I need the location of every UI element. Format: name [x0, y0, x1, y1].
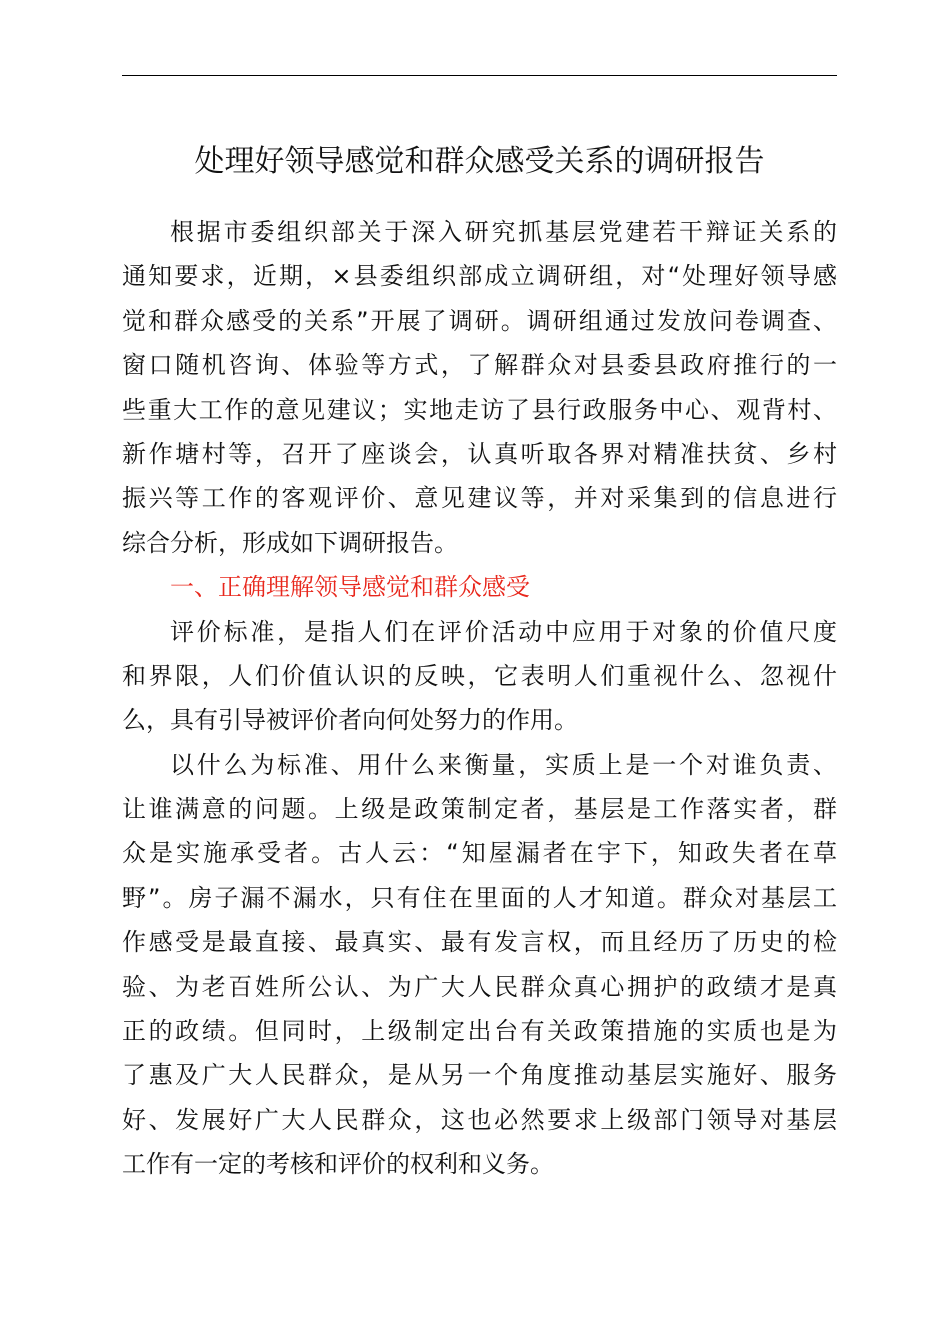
text-line: 窗口随机咨询、体验等方式，了解群众对县委县政府推行的一 — [122, 351, 837, 380]
text-line: 了惠及广大人民群众，是从另一个角度推动基层实施好、服务 — [122, 1061, 837, 1090]
section-heading — [122, 565, 837, 609]
text-line: 作感受是最直接、最真实、最有发言权，而且经历了历史的检 — [122, 928, 837, 957]
text-line: 新作塘村等，召开了座谈会，认真听取各界对精准扶贫、乡村 — [122, 439, 837, 468]
document-body — [122, 210, 837, 1187]
text-line: 通知要求，近期，×县委组织部成立调研组，对“处理好领导感 — [122, 262, 837, 291]
text-line: 验、为老百姓所公认、为广大人民群众真心拥护的政绩才是真 — [122, 972, 837, 1001]
text-line: 评价标准，是指人们在评价活动中应用于对象的价值尺度 — [170, 617, 837, 646]
text-line: 和界限，人们价值认识的反映，它表明人们重视什么、忽视什 — [122, 661, 837, 690]
text-line: 让谁满意的问题。上级是政策制定者，基层是工作落实者，群 — [122, 795, 837, 824]
intro-paragraph — [122, 210, 837, 565]
text-line: 正的政绩。但同时，上级制定出台有关政策措施的实质也是为 — [122, 1017, 837, 1046]
header-rule — [122, 75, 837, 76]
section-heading-text: 一、正确理解领导感觉和群众感受 — [170, 573, 530, 602]
text-line: 野”。房子漏不漏水，只有住在里面的人才知道。群众对基层工 — [122, 883, 837, 912]
text-line: 以什么为标准、用什么来衡量，实质上是一个对谁负责、 — [170, 750, 837, 779]
text-line: 根据市委组织部关于深入研究抓基层党建若干辩证关系的 — [170, 218, 837, 246]
text-line: 众是实施承受者。古人云：“知屋漏者在宇下，知政失者在草 — [122, 839, 837, 868]
text-line: 振兴等工作的客观评价、意见建议等，并对采集到的信息进行 — [122, 484, 837, 513]
document-title: 处理好领导感觉和群众感受关系的调研报告 — [194, 144, 765, 179]
text-line: 工作有一定的考核和评价的权利和义务。 — [122, 1150, 554, 1179]
text-line: 综合分析，形成如下调研报告。 — [122, 528, 458, 557]
text-line: 觉和群众感受的关系”开展了调研。调研组通过发放问卷调查、 — [122, 306, 837, 335]
standard-paragraph — [122, 743, 837, 1187]
text-line: 么，具有引导被评价者向何处努力的作用。 — [122, 706, 578, 735]
evaluation-paragraph — [122, 610, 837, 743]
text-line: 些重大工作的意见建议；实地走访了县行政服务中心、观背村、 — [122, 395, 837, 424]
text-line: 好、发展好广大人民群众，这也必然要求上级部门领导对基层 — [122, 1105, 837, 1134]
